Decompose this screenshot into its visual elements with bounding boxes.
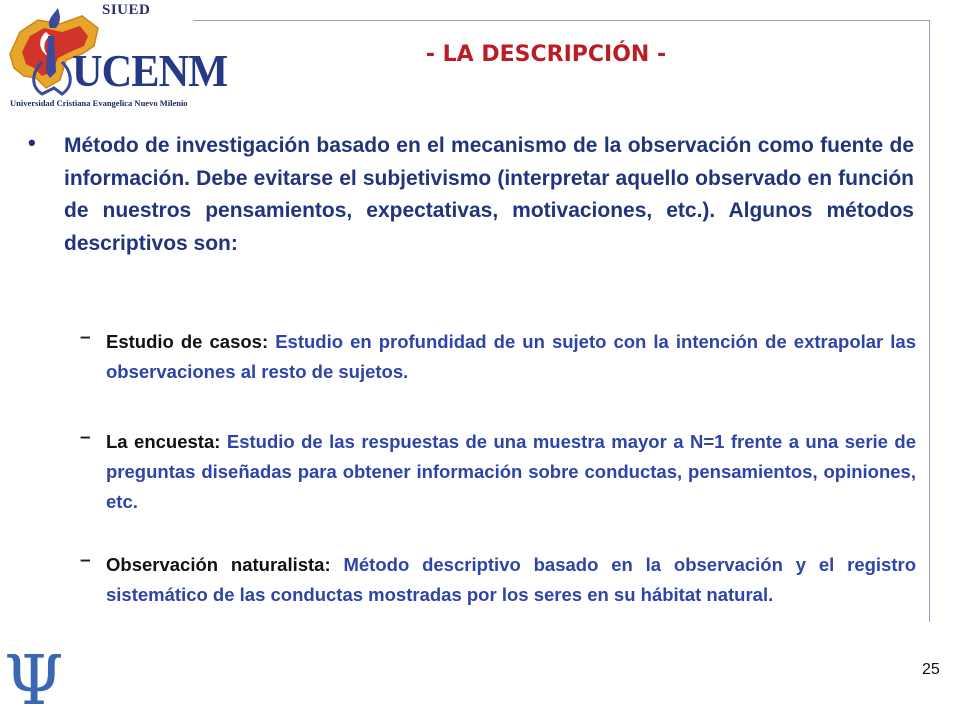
method-text [106, 327, 916, 387]
method-description: Estudio de las respuestas de una muestra mayor a N=1 frente a una serie de preguntas diseñadas para obtener información sobre conductas, pensamientos, opiniones, etc. [106, 431, 916, 512]
intro-text: Método de investigación basado en el mecanismo de la observación como fuente de información. Debe evitarse el subjetivismo (interpretar aquello observado en función de nuestros pensamientos, expectativas, motivaciones, etc.). Algunos métodos descriptivos son: [64, 134, 914, 255]
psi-icon: Ψ [4, 642, 64, 721]
page-number: 25 [922, 661, 940, 678]
dash-marker: – [80, 327, 91, 348]
logo-caption: Universidad Cristiana Evangelica Nuevo Milenio [10, 98, 188, 108]
dash-marker: – [80, 427, 91, 448]
method-text [106, 427, 916, 517]
method-term: Observación naturalista: [106, 554, 331, 575]
method-description: Método descriptivo basado en la observación y el registro sistemático de las conductas mostradas por los seres en su hábitat natural. [106, 554, 917, 605]
logo-tag: SIUED [102, 2, 151, 18]
method-text [106, 550, 916, 610]
slide-title: - LA DESCRIPCIÓN - [425, 42, 667, 67]
frame-top-line [193, 20, 929, 21]
method-description: Estudio en profundidad de un sujeto con la intención de extrapolar las observaciones al resto de sujetos. [106, 331, 917, 382]
logo-name: UCENM [72, 45, 228, 96]
method-term: Estudio de casos: [106, 331, 269, 352]
dash-marker: – [80, 550, 91, 571]
frame-right-line [929, 20, 930, 622]
bullet-marker: • [28, 130, 36, 155]
method-term: La encuesta: [106, 431, 221, 452]
university-logo [2, 0, 228, 118]
